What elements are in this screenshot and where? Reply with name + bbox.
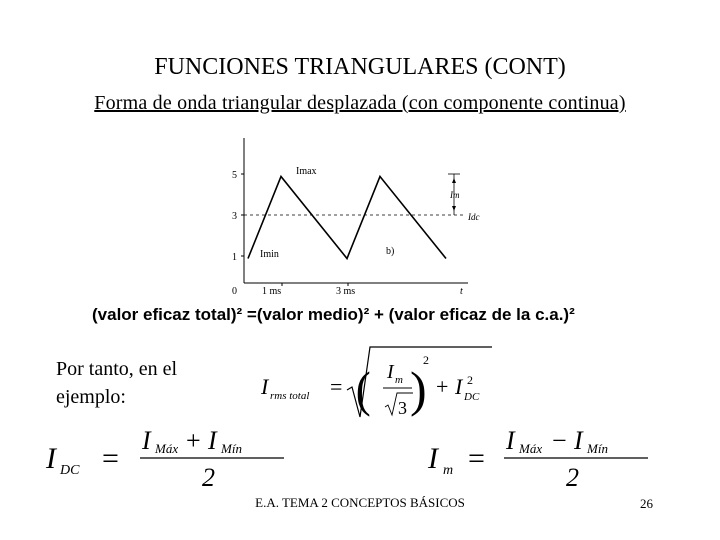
slide-title: FUNCIONES TRIANGULARES (CONT): [154, 54, 566, 80]
svg-text:m: m: [395, 374, 403, 386]
svg-text:I: I: [387, 361, 394, 383]
svg-text:I: I: [208, 426, 217, 455]
svg-text:2: 2: [423, 353, 429, 367]
svg-text:2: 2: [566, 463, 579, 492]
svg-text:=: =: [330, 374, 343, 399]
svg-text:=: =: [102, 442, 119, 475]
svg-text:DC: DC: [464, 391, 480, 403]
svg-text:Mín: Mín: [587, 441, 608, 456]
y-tick-label: 3: [232, 211, 237, 222]
waveform-line: [248, 177, 446, 259]
imin-label: Imin: [260, 249, 279, 260]
y-tick-label: 1: [232, 252, 237, 263]
svg-text:=: =: [468, 442, 485, 475]
svg-text:Máx: Máx: [155, 441, 179, 456]
y-tick-label: 0: [232, 286, 237, 297]
svg-text:2: 2: [202, 463, 215, 492]
svg-text:I: I: [506, 426, 515, 455]
slide-subtitle: Forma de onda triangular desplazada (con componente continua): [94, 92, 626, 114]
rms-squared-formula: (valor eficaz total)² =(valor medio)² + (valor eficaz de la c.a.)²: [92, 305, 575, 324]
svg-text:2: 2: [467, 373, 473, 387]
idc-label: Idc: [468, 212, 480, 222]
x-tick-label: 3 ms: [336, 286, 356, 297]
svg-text:+: +: [186, 426, 201, 455]
svg-text:I: I: [428, 442, 438, 475]
svg-text:m: m: [443, 463, 454, 478]
x-axis-end-label: t: [460, 286, 463, 297]
svg-text:Máx: Máx: [519, 441, 543, 456]
svg-text:I: I: [574, 426, 583, 455]
svg-text:rms total: rms total: [270, 390, 310, 402]
triangular-wave-figure: [210, 138, 480, 300]
svg-text:I: I: [142, 426, 151, 455]
svg-text:(: (: [355, 362, 371, 418]
x-tick-label: 1 ms: [262, 286, 282, 297]
im-label: Im: [450, 190, 460, 200]
footer-text: E.A. TEMA 2 CONCEPTOS BÁSICOS: [255, 495, 465, 510]
b-label: b): [386, 246, 395, 257]
svg-text:Mín: Mín: [221, 441, 242, 456]
svg-text:3: 3: [398, 398, 407, 418]
svg-text:I: I: [46, 442, 56, 475]
svg-text:I: I: [261, 374, 269, 399]
im-equation: [422, 424, 662, 492]
imax-label: Imax: [296, 166, 317, 177]
svg-text:+: +: [436, 374, 449, 399]
svg-text:DC: DC: [60, 463, 80, 478]
svg-text:−: −: [552, 426, 567, 455]
page-number: 26: [640, 496, 653, 511]
y-tick-label: 5: [232, 170, 237, 181]
svg-text:): ): [410, 361, 427, 417]
rms-total-equation: [255, 342, 500, 424]
therefore-text: Por tanto, en el ejemplo:: [56, 358, 178, 408]
svg-text:I: I: [455, 374, 463, 399]
idc-equation: [40, 424, 300, 492]
